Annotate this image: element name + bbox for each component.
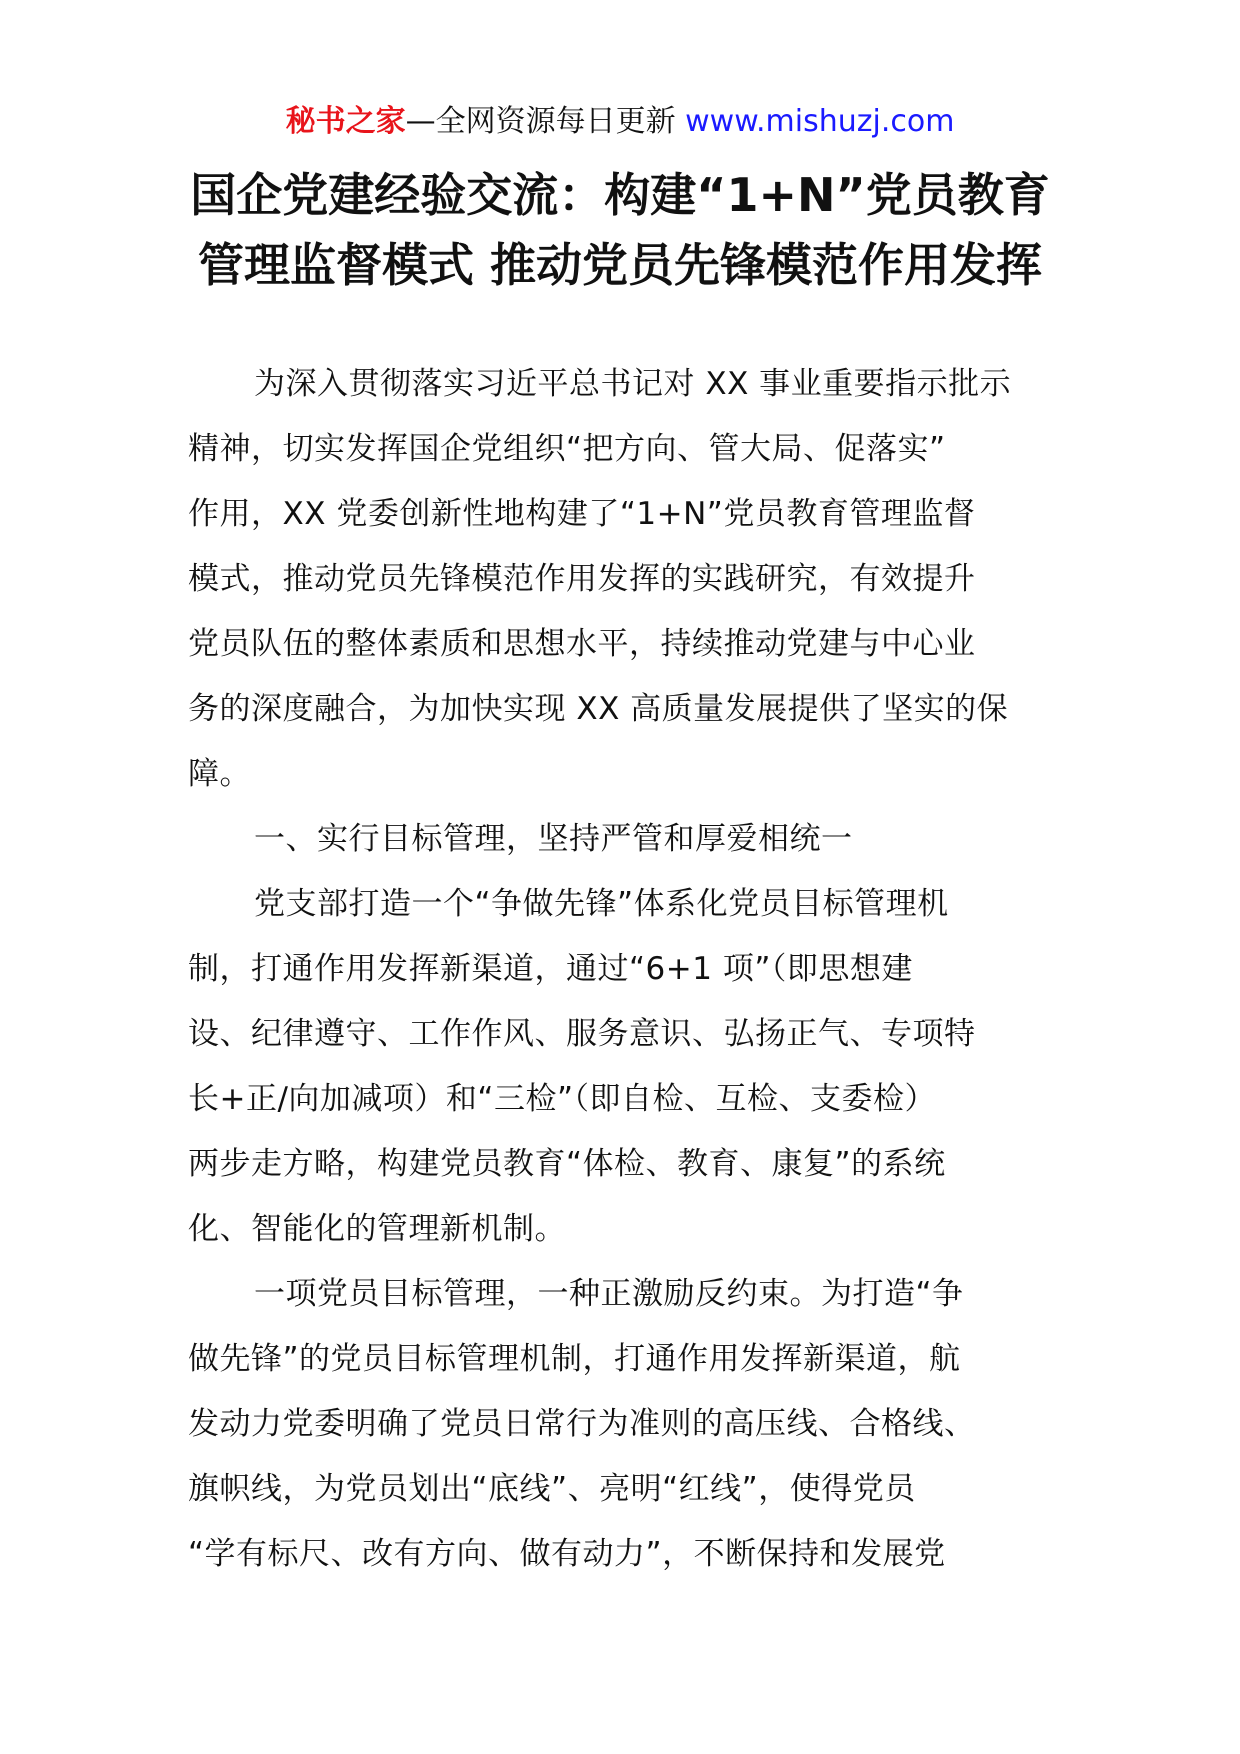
paragraph-line: 旗帜线，为党员划出“底线”、亮明“红线”，使得党员 bbox=[188, 1471, 916, 1507]
paragraph-line: 党员队伍的整体素质和思想水平，持续推动党建与中心业 bbox=[188, 626, 976, 662]
paragraph-line: 模式，推动党员先锋模范作用发挥的实践研究，有效提升 bbox=[188, 561, 976, 597]
paragraph-line: 务的深度融合，为加快实现 XX 高质量发展提供了坚实的保 bbox=[188, 691, 1009, 727]
paragraph-line: 为深入贯彻落实习近平总书记对 XX 事业重要指示批示 bbox=[254, 366, 1012, 402]
paragraph-line: 化、智能化的管理新机制。 bbox=[188, 1211, 566, 1247]
paragraph-line: 精神，切实发挥国企党组织“把方向、管大局、促落实” bbox=[188, 431, 946, 467]
paragraph-line: 发动力党委明确了党员日常行为准则的高压线、合格线、 bbox=[188, 1406, 976, 1442]
paragraph-line: 做先锋”的党员目标管理机制，打通作用发挥新渠道，航 bbox=[188, 1341, 961, 1377]
document-body bbox=[188, 352, 1054, 1587]
paragraph-line: 一项党员目标管理，一种正激励反约束。为打造“争 bbox=[254, 1276, 964, 1312]
site-header bbox=[0, 100, 1240, 144]
paragraph-line: 长+正/向加减项）和“三检”（即自检、互检、支委检） bbox=[188, 1081, 937, 1117]
site-url-link[interactable]: www.mishuzj.com bbox=[685, 104, 955, 139]
site-tagline: —全网资源每日更新 bbox=[405, 104, 676, 139]
paragraph-line: 制，打通作用发挥新渠道，通过“6+1 项”（即思想建 bbox=[188, 951, 913, 987]
paragraph-line: 党支部打造一个“争做先锋”体系化党员目标管理机 bbox=[254, 886, 949, 922]
title-line: 管理监督模式 推动党员先锋模范作用发挥 bbox=[197, 238, 1042, 292]
document-title bbox=[150, 160, 1090, 300]
paragraph-line: “学有标尺、改有方向、做有动力”，不断保持和发展党 bbox=[188, 1536, 946, 1572]
paragraph-line: 障。 bbox=[188, 756, 251, 792]
paragraph-line: 设、纪律遵守、工作作风、服务意识、弘扬正气、专项特 bbox=[188, 1016, 976, 1052]
paragraph-line: 两步走方略，构建党员教育“体检、教育、康复”的系统 bbox=[188, 1146, 946, 1182]
title-line: 国企党建经验交流：构建“1+N”党员教育 bbox=[190, 168, 1050, 222]
site-brand: 秘书之家 bbox=[285, 104, 406, 139]
section-heading: 一、实行目标管理，坚持严管和厚爱相统一 bbox=[254, 821, 853, 857]
paragraph-line: 作用，XX 党委创新性地构建了“1+N”党员教育管理监督 bbox=[188, 496, 976, 532]
